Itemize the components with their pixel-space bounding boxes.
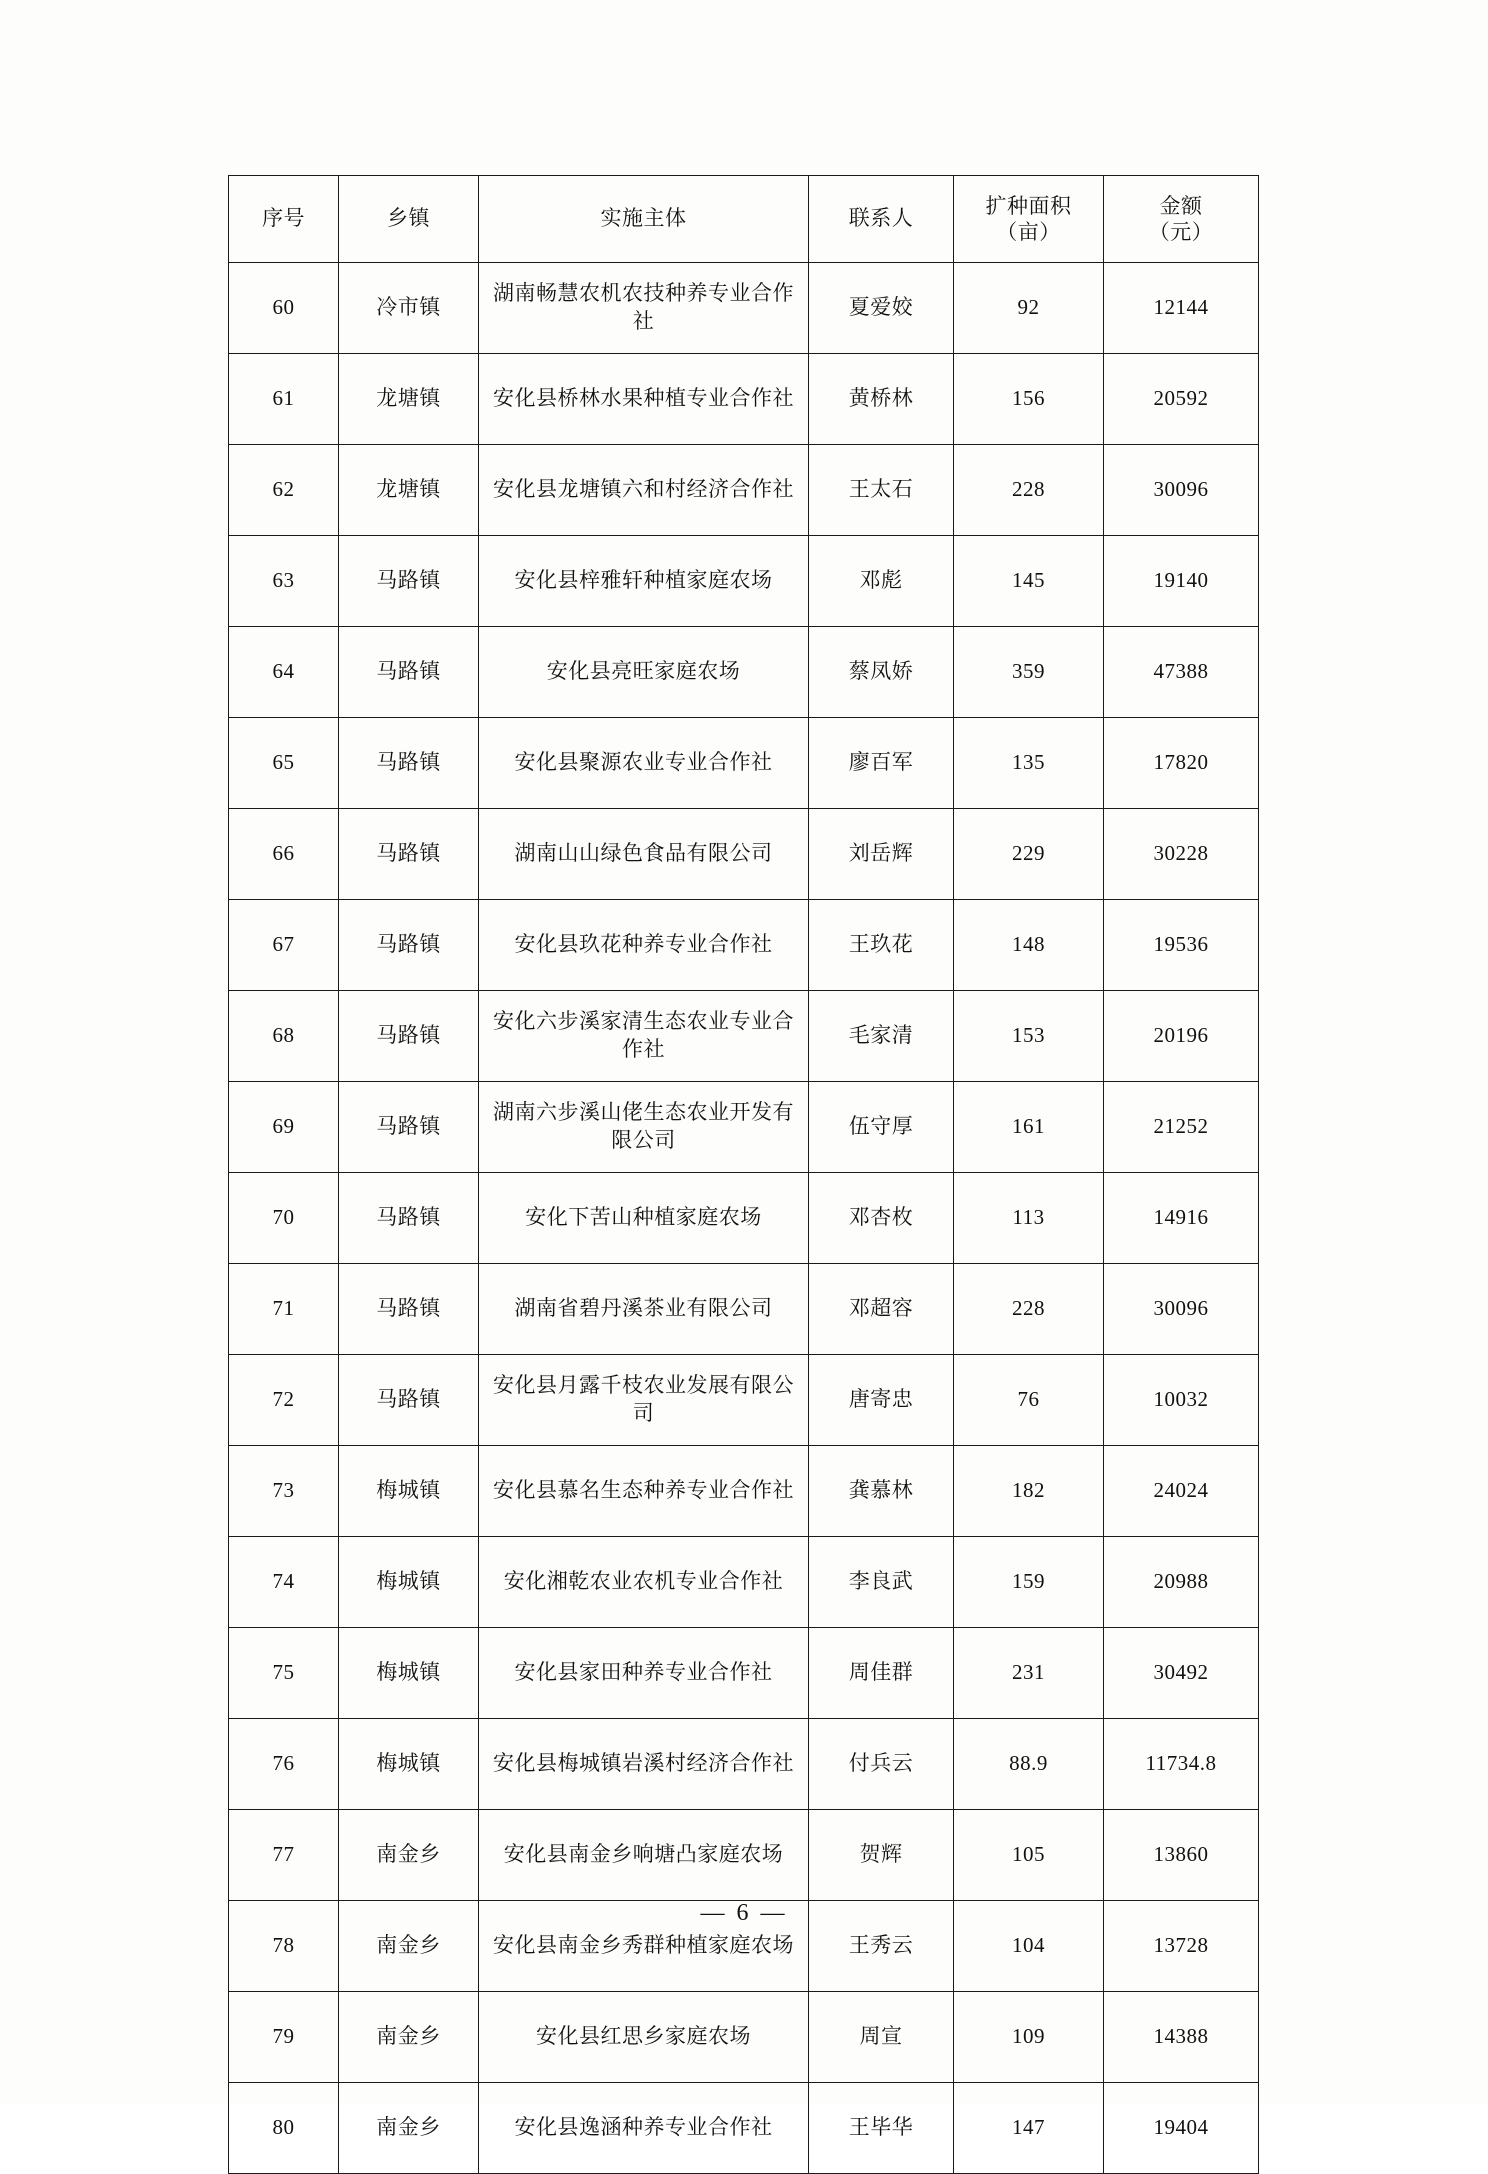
column-header-area bbox=[954, 176, 1104, 263]
cell-subject: 安化县桥林水果种植专业合作社 bbox=[479, 354, 809, 445]
cell-area: 159 bbox=[954, 1537, 1104, 1628]
cell-index: 72 bbox=[229, 1355, 339, 1446]
cell-contact: 王秀云 bbox=[809, 1901, 954, 1992]
cell-contact: 周宣 bbox=[809, 1992, 954, 2083]
cell-subject: 安化县龙塘镇六和村经济合作社 bbox=[479, 445, 809, 536]
cell-contact: 伍守厚 bbox=[809, 1082, 954, 1173]
cell-amount: 47388 bbox=[1104, 627, 1259, 718]
cell-area: 153 bbox=[954, 991, 1104, 1082]
cell-town: 马路镇 bbox=[339, 536, 479, 627]
cell-area: 156 bbox=[954, 354, 1104, 445]
cell-subject: 安化县亮旺家庭农场 bbox=[479, 627, 809, 718]
cell-area: 88.9 bbox=[954, 1719, 1104, 1810]
table-row bbox=[229, 900, 1259, 991]
cell-town: 马路镇 bbox=[339, 627, 479, 718]
cell-area: 109 bbox=[954, 1992, 1104, 2083]
cell-town: 梅城镇 bbox=[339, 1628, 479, 1719]
cell-subject: 湖南畅慧农机农技种养专业合作社 bbox=[479, 263, 809, 354]
cell-subject: 安化县逸涵种养专业合作社 bbox=[479, 2083, 809, 2174]
cell-town: 梅城镇 bbox=[339, 1537, 479, 1628]
column-header-amount-line1: 金额 bbox=[1159, 193, 1203, 218]
cell-town: 梅城镇 bbox=[339, 1446, 479, 1537]
cell-subject: 安化下苦山种植家庭农场 bbox=[479, 1173, 809, 1264]
cell-index: 68 bbox=[229, 991, 339, 1082]
column-header-amount bbox=[1104, 176, 1259, 263]
cell-area: 113 bbox=[954, 1173, 1104, 1264]
cell-amount: 30096 bbox=[1104, 445, 1259, 536]
cell-subject: 安化六步溪家清生态农业专业合作社 bbox=[479, 991, 809, 1082]
cell-amount: 19140 bbox=[1104, 536, 1259, 627]
table-row bbox=[229, 1537, 1259, 1628]
cell-contact: 廖百军 bbox=[809, 718, 954, 809]
cell-amount: 14916 bbox=[1104, 1173, 1259, 1264]
cell-contact: 王玖花 bbox=[809, 900, 954, 991]
column-header-contact: 联系人 bbox=[809, 176, 954, 263]
table-row bbox=[229, 1992, 1259, 2083]
table-row bbox=[229, 263, 1259, 354]
cell-amount: 19404 bbox=[1104, 2083, 1259, 2174]
cell-area: 76 bbox=[954, 1355, 1104, 1446]
cell-subject: 湖南山山绿色食品有限公司 bbox=[479, 809, 809, 900]
cell-index: 76 bbox=[229, 1719, 339, 1810]
table-row bbox=[229, 536, 1259, 627]
cell-index: 79 bbox=[229, 1992, 339, 2083]
cell-contact: 贺辉 bbox=[809, 1810, 954, 1901]
cell-area: 105 bbox=[954, 1810, 1104, 1901]
column-header-town: 乡镇 bbox=[339, 176, 479, 263]
cell-area: 231 bbox=[954, 1628, 1104, 1719]
table-header-row bbox=[229, 176, 1259, 263]
cell-town: 冷市镇 bbox=[339, 263, 479, 354]
cell-amount: 19536 bbox=[1104, 900, 1259, 991]
table-row bbox=[229, 1173, 1259, 1264]
cell-area: 135 bbox=[954, 718, 1104, 809]
cell-amount: 20988 bbox=[1104, 1537, 1259, 1628]
cell-subject: 安化县梓雅轩种植家庭农场 bbox=[479, 536, 809, 627]
cell-area: 104 bbox=[954, 1901, 1104, 1992]
cell-contact: 蔡凤娇 bbox=[809, 627, 954, 718]
table-row bbox=[229, 627, 1259, 718]
cell-area: 148 bbox=[954, 900, 1104, 991]
cell-amount: 10032 bbox=[1104, 1355, 1259, 1446]
table-row bbox=[229, 1355, 1259, 1446]
cell-index: 77 bbox=[229, 1810, 339, 1901]
cell-area: 229 bbox=[954, 809, 1104, 900]
cell-contact: 毛家清 bbox=[809, 991, 954, 1082]
cell-area: 182 bbox=[954, 1446, 1104, 1537]
cell-subject: 安化县红思乡家庭农场 bbox=[479, 1992, 809, 2083]
cell-subject: 安化县聚源农业专业合作社 bbox=[479, 718, 809, 809]
cell-subject: 安化县家田种养专业合作社 bbox=[479, 1628, 809, 1719]
cell-contact: 唐寄忠 bbox=[809, 1355, 954, 1446]
cell-index: 73 bbox=[229, 1446, 339, 1537]
cell-index: 60 bbox=[229, 263, 339, 354]
table-row bbox=[229, 809, 1259, 900]
table-row bbox=[229, 991, 1259, 1082]
cell-town: 马路镇 bbox=[339, 1082, 479, 1173]
cell-town: 南金乡 bbox=[339, 1810, 479, 1901]
table-row bbox=[229, 445, 1259, 536]
cell-index: 74 bbox=[229, 1537, 339, 1628]
cell-amount: 30492 bbox=[1104, 1628, 1259, 1719]
cell-contact: 王太石 bbox=[809, 445, 954, 536]
cell-index: 80 bbox=[229, 2083, 339, 2174]
cell-subject: 安化县慕名生态种养专业合作社 bbox=[479, 1446, 809, 1537]
cell-town: 龙塘镇 bbox=[339, 354, 479, 445]
cell-town: 南金乡 bbox=[339, 1992, 479, 2083]
cell-town: 马路镇 bbox=[339, 1355, 479, 1446]
cell-subject: 安化县梅城镇岩溪村经济合作社 bbox=[479, 1719, 809, 1810]
cell-amount: 13860 bbox=[1104, 1810, 1259, 1901]
cell-area: 228 bbox=[954, 1264, 1104, 1355]
cell-area: 228 bbox=[954, 445, 1104, 536]
cell-subject: 安化湘乾农业农机专业合作社 bbox=[479, 1537, 809, 1628]
cell-index: 69 bbox=[229, 1082, 339, 1173]
cell-contact: 周佳群 bbox=[809, 1628, 954, 1719]
cell-index: 71 bbox=[229, 1264, 339, 1355]
cell-amount: 20592 bbox=[1104, 354, 1259, 445]
cell-area: 92 bbox=[954, 263, 1104, 354]
cell-subject: 湖南六步溪山佬生态农业开发有限公司 bbox=[479, 1082, 809, 1173]
cell-index: 78 bbox=[229, 1901, 339, 1992]
cell-index: 70 bbox=[229, 1173, 339, 1264]
column-header-area-line1: 扩种面积 bbox=[985, 193, 1072, 218]
cell-index: 65 bbox=[229, 718, 339, 809]
cell-subject: 安化县月露千枝农业发展有限公司 bbox=[479, 1355, 809, 1446]
cell-town: 马路镇 bbox=[339, 991, 479, 1082]
cell-area: 145 bbox=[954, 536, 1104, 627]
cell-subject: 安化县南金乡响塘凸家庭农场 bbox=[479, 1810, 809, 1901]
page-number: — 6 — bbox=[700, 1900, 788, 1926]
cell-amount: 14388 bbox=[1104, 1992, 1259, 2083]
cell-subject: 安化县南金乡秀群种植家庭农场 bbox=[479, 1901, 809, 1992]
cell-contact: 龚慕林 bbox=[809, 1446, 954, 1537]
cell-index: 62 bbox=[229, 445, 339, 536]
cell-index: 75 bbox=[229, 1628, 339, 1719]
cell-amount: 20196 bbox=[1104, 991, 1259, 1082]
table-body bbox=[229, 263, 1259, 2174]
table-row bbox=[229, 1719, 1259, 1810]
cell-town: 马路镇 bbox=[339, 718, 479, 809]
cell-amount: 12144 bbox=[1104, 263, 1259, 354]
table-header bbox=[229, 176, 1259, 263]
cell-contact: 夏爱姣 bbox=[809, 263, 954, 354]
cell-contact: 付兵云 bbox=[809, 1719, 954, 1810]
cell-index: 66 bbox=[229, 809, 339, 900]
cell-town: 梅城镇 bbox=[339, 1719, 479, 1810]
cell-contact: 黄桥林 bbox=[809, 354, 954, 445]
cell-index: 61 bbox=[229, 354, 339, 445]
cell-area: 147 bbox=[954, 2083, 1104, 2174]
table-row bbox=[229, 1446, 1259, 1537]
cell-index: 67 bbox=[229, 900, 339, 991]
cell-index: 63 bbox=[229, 536, 339, 627]
cell-amount: 17820 bbox=[1104, 718, 1259, 809]
cell-area: 161 bbox=[954, 1082, 1104, 1173]
cell-area: 359 bbox=[954, 627, 1104, 718]
cell-town: 南金乡 bbox=[339, 2083, 479, 2174]
table-row bbox=[229, 1628, 1259, 1719]
table-row bbox=[229, 718, 1259, 809]
cell-subject: 湖南省碧丹溪茶业有限公司 bbox=[479, 1264, 809, 1355]
table-row bbox=[229, 1810, 1259, 1901]
cell-town: 马路镇 bbox=[339, 809, 479, 900]
cell-amount: 30228 bbox=[1104, 809, 1259, 900]
cell-contact: 刘岳辉 bbox=[809, 809, 954, 900]
cell-amount: 11734.8 bbox=[1104, 1719, 1259, 1810]
table-row bbox=[229, 354, 1259, 445]
column-header-index: 序号 bbox=[229, 176, 339, 263]
cell-town: 南金乡 bbox=[339, 1901, 479, 1992]
cell-amount: 13728 bbox=[1104, 1901, 1259, 1992]
table-row bbox=[229, 1082, 1259, 1173]
cell-index: 64 bbox=[229, 627, 339, 718]
cell-amount: 24024 bbox=[1104, 1446, 1259, 1537]
subsidy-table-container bbox=[228, 175, 1258, 2174]
cell-amount: 21252 bbox=[1104, 1082, 1259, 1173]
cell-contact: 邓杏枚 bbox=[809, 1173, 954, 1264]
table-row bbox=[229, 2083, 1259, 2174]
cell-town: 龙塘镇 bbox=[339, 445, 479, 536]
cell-contact: 王毕华 bbox=[809, 2083, 954, 2174]
cell-town: 马路镇 bbox=[339, 1264, 479, 1355]
column-header-subject: 实施主体 bbox=[479, 176, 809, 263]
cell-contact: 邓超容 bbox=[809, 1264, 954, 1355]
cell-contact: 邓彪 bbox=[809, 536, 954, 627]
cell-amount: 30096 bbox=[1104, 1264, 1259, 1355]
cell-town: 马路镇 bbox=[339, 900, 479, 991]
cell-contact: 李良武 bbox=[809, 1537, 954, 1628]
column-header-area-line2: （亩） bbox=[996, 220, 1061, 244]
column-header-amount-line2: （元） bbox=[1148, 220, 1214, 244]
cell-subject: 安化县玖花种养专业合作社 bbox=[479, 900, 809, 991]
subsidy-table bbox=[228, 175, 1259, 2174]
cell-town: 马路镇 bbox=[339, 1173, 479, 1264]
table-row bbox=[229, 1264, 1259, 1355]
